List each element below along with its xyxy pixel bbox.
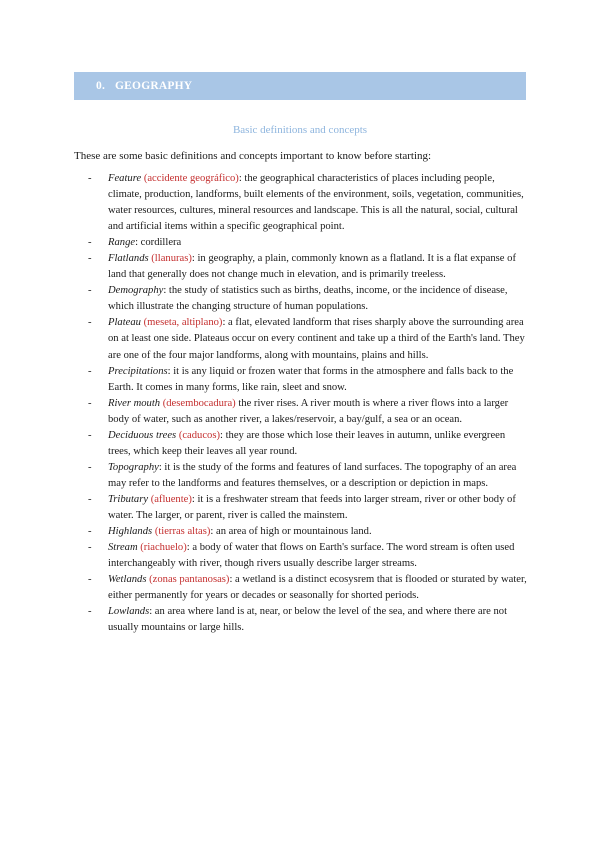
definition: : cordillera [135,237,182,249]
definition-item-plateau [88,315,528,363]
definition-item-precipitations [88,364,528,396]
term: Range [108,237,136,249]
translation: (tierras altas) [154,526,211,538]
term: Precipitations [108,365,168,377]
term: Plateau [108,317,141,329]
bullet-dash: - [88,574,92,586]
term: Highlands [108,526,153,538]
term: Topography [108,461,159,473]
section-number: 0. [96,80,106,92]
term: Flatlands [108,253,149,265]
definition: the river rises. A river mouth is where a river flows into a larger body of water, such as another river, a lakes/reservoir, a bay/gulf, a sea or an ocean. [108,397,509,425]
definition: : they are those which lose their leaves in autumn, unlike evergreen trees, which keep their leaves all year round. [108,429,506,457]
definition-item-wetlands [88,572,528,604]
definition-item-highlands [88,524,528,540]
term: Tributary [108,493,149,505]
bullet-dash: - [88,173,92,184]
definition-item-topography [88,460,528,492]
bullet-dash: - [88,317,92,329]
definition: : it is the study of the forms and features of land surfaces. The topography of an area may refer to the landforms and features themselves, or a description or depiction in maps. [108,461,517,489]
bullet-dash: - [88,542,92,554]
definition-item-deciduous-trees [88,428,528,460]
definition-item-stream [88,540,528,572]
term: River mouth [108,397,161,409]
definition: : it is any liquid or frozen water that forms in the atmosphere and falls back to the Earth. It comes in many forms, like rain, sleet and snow. [108,365,514,393]
bullet-dash: - [88,429,92,441]
translation: (llanuras) [151,253,192,265]
translation: (zonas pantanosas) [149,574,230,586]
intro-paragraph: These are some basic definitions and concepts important to know before starting: [74,150,432,162]
bullet-dash: - [88,526,92,538]
term: Stream [108,542,138,554]
bullet-dash: - [88,365,92,377]
definition-item-tributary [88,492,528,524]
translation: (riachuelo) [140,542,187,554]
translation: (accidente geográfico) [143,173,239,184]
definition: : in geography, a plain, commonly known as a flatland. It is a flat expanse of land that generally does not change much in elevation, and is primarily treeless. [108,253,516,281]
bullet-dash: - [88,237,92,249]
translation: (meseta, altiplano) [143,317,223,329]
section-title: GEOGRAPHY [115,80,193,92]
bullet-dash: - [88,253,92,265]
translation: (desembocadura) [162,397,236,409]
definition: : the study of statistics such as births, deaths, income, or the incidence of disease, which illustrate the changing structure of human populations. [108,285,508,313]
translation: (caducos) [178,429,220,441]
definition: : a wetland is a distinct ecosysrem that is flooded or sturated by water, either permanently for years or decades or seasonally for shorted periods. [108,574,527,602]
definition: : it is a freshwater stream that feeds into larger stream, river or other body of water. The larger, or parent, river is called the mainstem. [108,493,516,521]
definition: : an area of high or mountainous land. [210,526,372,538]
bullet-dash: - [88,285,92,297]
term: Feature [108,173,142,184]
definition-item-demography [88,283,528,315]
term: Wetlands [108,574,147,586]
bullet-dash: - [88,606,92,618]
bullet-dash: - [88,397,92,409]
definitions-list [88,171,528,636]
definition: : a flat, elevated landform that rises sharply above the surrounding area on at least one side. Plateaus occur on every continent and take up a third of the Earth's land. They are one of the four major landforms, along with mountains, plains and hills. [108,317,525,361]
definition-item-range [88,235,528,251]
definition: : a body of water that flows on Earth's surface. The word stream is often used interchangeably with river, though rivers usually describe larger streams. [108,542,515,570]
term: Lowlands [108,606,150,618]
term: Deciduous trees [108,429,177,441]
subtitle: Basic definitions and concepts [232,124,368,136]
definition-item-river-mouth [88,396,528,428]
definition: : the geographical characteristics of places including people, climate, production, landforms, built elements of the environment, soils, vegetation, communities, water resources, cultures, mineral resources and landscape. This is all the natural, social, cultural and artificial items within a specific geographical point. [108,173,524,233]
bullet-dash: - [88,493,92,505]
definition-item-lowlands [88,604,528,636]
definition-item-feature [88,171,528,235]
definition-item-flatlands [88,251,528,283]
translation: (afluente) [150,493,192,505]
bullet-dash: - [88,461,92,473]
section-header [74,72,526,100]
term: Demography [108,285,164,297]
definition: : an area where land is at, near, or below the level of the sea, and where there are not usually mountains or large hills. [108,606,508,634]
